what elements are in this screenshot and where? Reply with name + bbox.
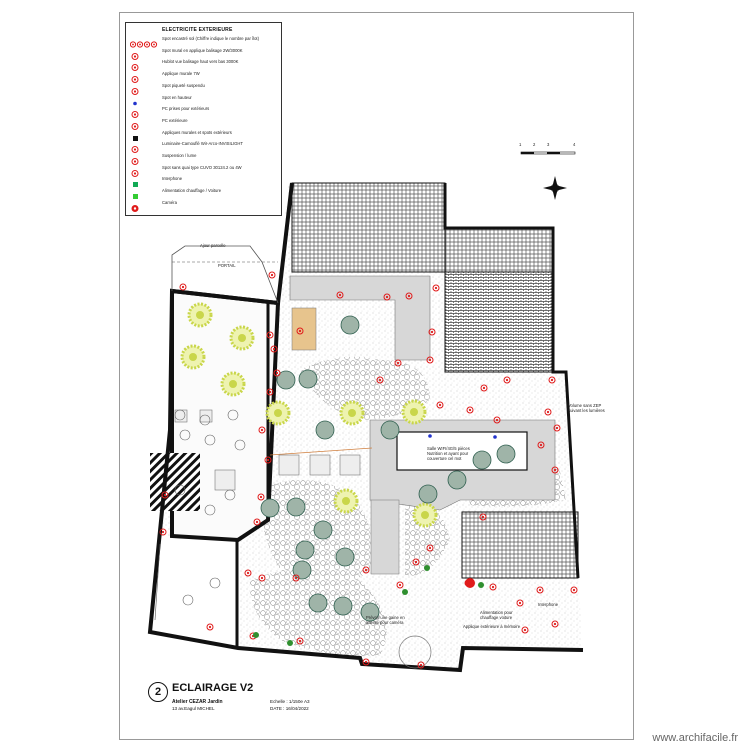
light-dot: [162, 531, 164, 533]
blue-spot: [428, 434, 432, 438]
legend-label: Alimentation chauffage / Voiture: [162, 188, 222, 194]
tree-green: [316, 421, 334, 439]
annotation-volume: Volume sans ZEP suivant les lumières: [568, 403, 605, 413]
light-dot: [506, 379, 508, 381]
tree-green: [341, 316, 359, 334]
tree-green: [336, 548, 354, 566]
scale-bar-graphic: [519, 147, 579, 159]
light-dot: [299, 640, 301, 642]
date-note: DATE : 16/04/2022: [270, 706, 309, 711]
hatched-zone: [150, 453, 200, 511]
annotation-ajour: Ajour parcelle: [200, 243, 226, 248]
light-dot: [399, 584, 401, 586]
tree-core: [410, 408, 418, 416]
roof-building: [445, 272, 553, 372]
light-dot: [271, 274, 273, 276]
tree-core: [229, 380, 237, 388]
light-dot: [299, 330, 301, 332]
tree-core: [274, 409, 282, 417]
tree-green: [473, 451, 491, 469]
title-block: [146, 678, 446, 722]
light-dot: [261, 429, 263, 431]
legend-label: Spot mural en applique balisage 2W/3000K: [162, 47, 243, 53]
green-plug: [402, 589, 408, 595]
green-plug: [478, 582, 484, 588]
legend-label: Applique murale 7W: [162, 71, 200, 77]
green-plug: [287, 640, 293, 646]
light-dot: [492, 586, 494, 588]
legend-label: Hublot vue balisage haut vers bas 3000K: [162, 59, 239, 65]
sheet-number: 2: [148, 682, 168, 702]
tree-core: [421, 511, 429, 519]
annotation-prevoir: Prévoir une gaine en attente pour caméra: [366, 615, 405, 625]
legend-label: Spot en hauteur: [162, 94, 192, 100]
light-dot: [439, 404, 441, 406]
legend-label: Spot piqueté suspendu: [162, 82, 205, 88]
light-dot: [496, 419, 498, 421]
light-dot: [269, 334, 271, 336]
tree-green: [293, 561, 311, 579]
tree-green: [261, 499, 279, 517]
light-dot: [276, 372, 278, 374]
studio-address: 13 av.Eagul MICHEL: [172, 706, 215, 711]
green-plug: [424, 565, 430, 571]
legend-label: Suspension / lume: [162, 153, 197, 158]
tree-green: [309, 594, 327, 612]
legend-label: Appliques murales et spots extérieurs: [162, 129, 232, 135]
light-dot: [269, 391, 271, 393]
light-dot: [469, 409, 471, 411]
light-dot: [256, 521, 258, 523]
light-dot: [415, 561, 417, 563]
tree-core: [348, 409, 356, 417]
light-dot: [431, 331, 433, 333]
roof-main: [292, 183, 445, 272]
blue-spot: [493, 435, 497, 439]
light-dot: [524, 629, 526, 631]
light-dot: [519, 602, 521, 604]
light-dot: [209, 626, 211, 628]
legend-label: Interphone: [162, 176, 183, 182]
camera-symbol: [465, 578, 475, 588]
light-dot: [386, 296, 388, 298]
north-arrow-icon: [543, 176, 567, 200]
tree-green: [299, 370, 317, 388]
annotation-applique: Applique extérieure à mémoire: [463, 624, 521, 629]
annotation-portail: PORTAIL: [218, 263, 236, 268]
scale-label: 3: [547, 142, 550, 147]
light-dot: [247, 572, 249, 574]
light-dot: [554, 469, 556, 471]
tree-green: [296, 541, 314, 559]
light-dot: [408, 295, 410, 297]
light-dot: [261, 577, 263, 579]
tree-green: [419, 485, 437, 503]
light-dot: [379, 379, 381, 381]
light-dot: [482, 516, 484, 518]
annotation-interphone: Interphone: [538, 602, 559, 607]
light-dot: [539, 589, 541, 591]
light-dot: [182, 286, 184, 288]
light-dot: [573, 589, 575, 591]
legend-label: Spot encastré sol (Chiffre indique le nombre par îlot): [162, 36, 259, 41]
light-dot: [547, 411, 549, 413]
legend-label: Luminaire-Camouflé Wir-Arco-INVISILIGHT: [162, 141, 243, 147]
tree-green: [287, 498, 305, 516]
light-dot: [365, 661, 367, 663]
roof-right: [445, 228, 553, 272]
light-dot: [420, 664, 422, 666]
tree-green: [334, 597, 352, 615]
legend-label: Spot sans quai type CUVO 30124.2 ou 4W: [162, 164, 242, 170]
tree-green: [381, 421, 399, 439]
shrub: [183, 595, 193, 605]
light-dot: [429, 359, 431, 361]
scale-note: Echelle : 1/150e A3: [270, 699, 310, 704]
tree-core: [342, 497, 350, 505]
light-dot: [339, 294, 341, 296]
tree-green: [448, 471, 466, 489]
light-dot: [556, 427, 558, 429]
annotation-salle: Salle WIFI/4G/5 pièces Nutrition et ayant pour couverture cel mot: [427, 446, 470, 461]
light-dot: [554, 623, 556, 625]
scale-label: 2: [533, 142, 536, 147]
legend-title: ELECTRICITE EXTERIEURE: [162, 27, 233, 33]
tree-core: [196, 311, 204, 319]
light-dot: [435, 287, 437, 289]
scale-label: 1: [519, 142, 522, 147]
green-plug: [253, 632, 259, 638]
watermark: www.archifacile.fr: [652, 732, 738, 744]
scale-bar: [519, 142, 579, 158]
light-dot: [164, 494, 166, 496]
plan-title: ECLAIRAGE V2: [172, 682, 254, 694]
tree-green: [497, 445, 515, 463]
deck: [292, 308, 316, 350]
legend-label: PC prises pour extérieurs: [162, 106, 210, 112]
legend-label: PC extérieure: [162, 117, 188, 123]
tree-core: [189, 353, 197, 361]
light-dot: [295, 577, 297, 579]
tree-core: [238, 334, 246, 342]
annotation-alimentation: Alimentation pour chauffage voiture: [480, 610, 513, 620]
light-dot: [365, 569, 367, 571]
legend-label: Caméra: [162, 199, 177, 205]
studio-name: Atelier CEZAR Jardin: [172, 699, 223, 705]
light-dot: [397, 362, 399, 364]
shrub: [210, 578, 220, 588]
light-dot: [273, 348, 275, 350]
light-dot: [267, 459, 269, 461]
tree-green: [314, 521, 332, 539]
light-dot: [540, 444, 542, 446]
roof-bottom-right: [462, 512, 578, 578]
light-dot: [551, 379, 553, 381]
light-dot: [260, 496, 262, 498]
light-dot: [483, 387, 485, 389]
light-dot: [429, 547, 431, 549]
pathway: [371, 500, 399, 574]
scale-label: 4: [573, 142, 576, 147]
